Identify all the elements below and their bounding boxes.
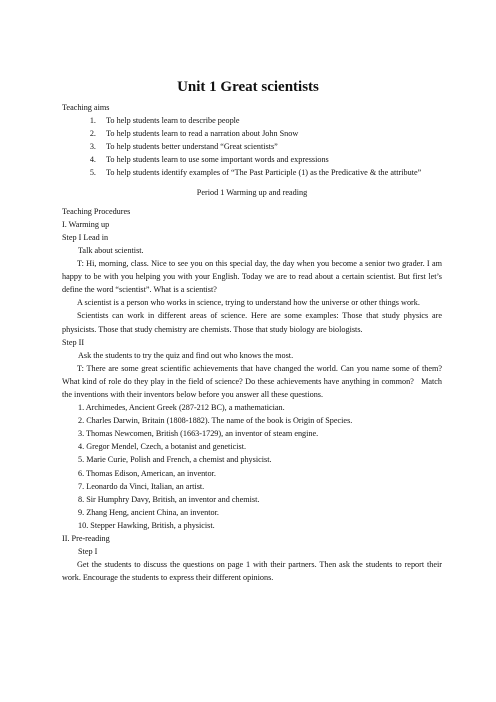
inventor-item: 3. Thomas Newcomen, British (1663-1729), an inventor of steam engine. — [78, 429, 319, 439]
inventor-item: 7. Leonardo da Vinci, Italian, an artist. — [78, 481, 205, 491]
inventor-item: 5. Marie Curie, Polish and French, a chemist and physicist. — [78, 455, 272, 465]
step2-heading: Step II — [62, 337, 85, 347]
aim-item: 1. To help students learn to describe people — [98, 114, 442, 127]
aim-item: 2. To help students learn to read a narration about John Snow — [98, 127, 442, 140]
section-warming-up: I. Warming up — [62, 219, 110, 229]
prereading-paragraph: Get the students to discuss the questions on page 1 with their partners. Then ask the students to report their work. Encourage the students to express their different opinions. — [62, 560, 442, 583]
teaching-aims-list — [62, 114, 442, 179]
aim-item: 4. To help students learn to use some important words and expressions — [98, 153, 442, 166]
inventor-item: 9. Zhang Heng, ancient China, an inventor. — [78, 507, 219, 517]
inventor-item: 1. Archimedes, Ancient Greek (287-212 BC), a mathematician. — [78, 403, 285, 413]
step1-paragraph-2: A scientist is a person who works in science, trying to understand how the universe or other things work. — [77, 298, 420, 308]
period-title: Period 1 Warming up and reading — [196, 187, 308, 197]
aim-item: 5. To help students identify examples of “The Past Participle (1) as the Predicative & the attribute” — [98, 166, 442, 179]
procedures-heading: Teaching Procedures — [62, 206, 131, 216]
inventors-list — [62, 401, 442, 532]
teaching-aims-heading: Teaching aims — [62, 103, 110, 112]
page-title: Unit 1 Great scientists — [177, 79, 319, 95]
step1-heading: Step I Lead in — [62, 232, 109, 242]
prereading-step: Step I — [78, 547, 98, 557]
inventor-item: 10. Stepper Hawking, British, a physicist. — [78, 520, 215, 530]
step2-paragraph: T: There are some great scientific achievements that have changed the world. Can you name some of them? What kind of role do they play in the field of science? Do these achievements have anything in common? Match the inventions with their inventors below before you answer all these questions. — [62, 363, 442, 399]
inventor-item: 4. Gregor Mendel, Czech, a botanist and geneticist. — [78, 442, 247, 452]
inventor-item: 2. Charles Darwin, Britain (1808-1882). The name of the book is Origin of Species. — [78, 416, 353, 426]
step1-paragraph-1: T: Hi, morning, class. Nice to see you on this special day, the day when you become a senior two grader. I am happy to be with you helping you with your English. Today we are to read about a certain scientist. But first let’s define the word “scientist”. What is a scientist? — [62, 259, 442, 295]
document-body — [62, 101, 442, 584]
section-prereading: II. Pre-reading — [62, 534, 110, 543]
inventor-item: 6. Thomas Edison, American, an inventor. — [78, 468, 216, 478]
inventor-item: 8. Sir Humphry Davy, British, an inventor and chemist. — [78, 494, 260, 504]
step1-paragraph-3: Scientists can work in different areas of science. Here are some examples: Those that study physics are physicists. Those that study chemistry are chemists. Those that study biology are biologists. — [62, 311, 442, 334]
aim-item: 3. To help students better understand “Great scientists” — [98, 140, 442, 153]
step1-line: Talk about scientist. — [78, 245, 144, 255]
step2-line: Ask the students to try the quiz and find out who knows the most. — [78, 350, 294, 360]
